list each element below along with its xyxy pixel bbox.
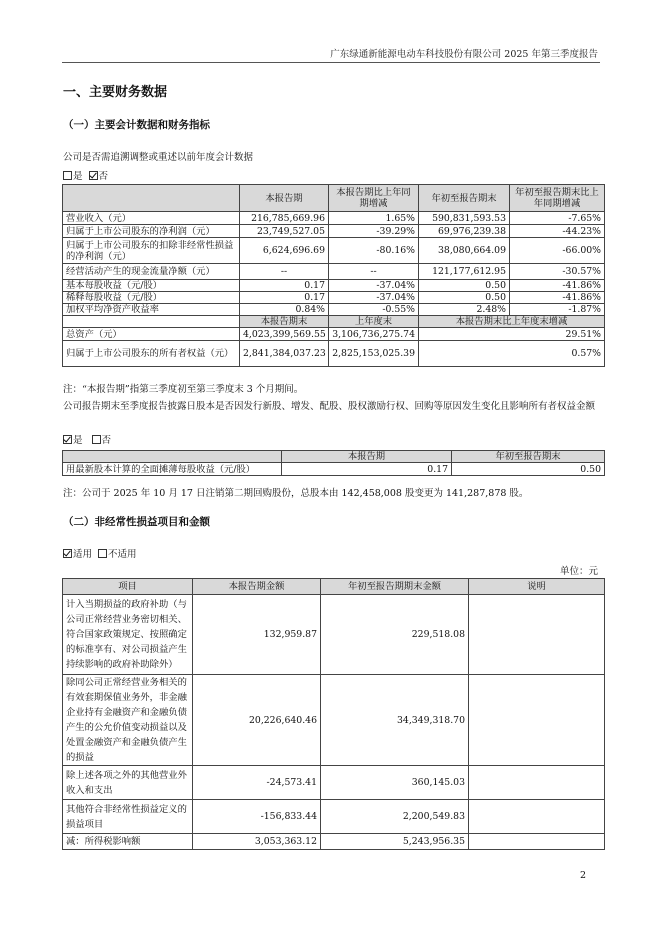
- restate-no-label: 否: [98, 171, 109, 182]
- table-header-cell: 上年度末: [329, 316, 419, 328]
- cell-value: -37.04%: [329, 292, 419, 304]
- not-applicable-label: 不适用: [108, 549, 137, 560]
- cell-value: -41.86%: [510, 280, 605, 292]
- table-header-cell: [63, 185, 240, 212]
- share-yes-checkbox[interactable]: [63, 435, 72, 444]
- restate-options: [63, 168, 108, 182]
- table-header-row: [63, 579, 605, 595]
- row-label: 用最新股本计算的全面摊薄每股收益（元/股）: [63, 463, 282, 476]
- row-label: 加权平均净资产收益率: [63, 304, 240, 316]
- cell-value: --: [240, 264, 329, 280]
- table-header-row: [63, 316, 605, 328]
- cell-value: -30.57%: [510, 264, 605, 280]
- cell-value: -44.23%: [510, 225, 605, 238]
- financial-data-table: [62, 184, 605, 367]
- cell-value: 23,749,527.05: [240, 225, 329, 238]
- row-label: 除上述各项之外的其他营业外收入和支出: [63, 766, 193, 800]
- cell-value: 0.17: [282, 463, 452, 476]
- table-row: [63, 264, 605, 280]
- table-header-cell: 年初至报告期期末金额: [321, 579, 469, 595]
- table-header-cell: 本报告期: [282, 451, 452, 463]
- row-label: 基本每股收益（元/股）: [63, 280, 240, 292]
- row-label: 计入当期损益的政府补助（与公司正常经营业务密切相关、符合国家政策规定、按照确定的标准享有、对公司损益产生持续影响的政府补助除外）: [63, 595, 193, 675]
- cell-value: --: [329, 264, 419, 280]
- table-row: [63, 766, 605, 800]
- table-header-cell: 年初至报告期末比上年同期增减: [510, 185, 605, 212]
- cell-value: 38,080,664.09: [419, 238, 510, 264]
- cell-value: 132,959.87: [193, 595, 321, 675]
- cell-value: 4,023,399,569.55: [240, 328, 329, 341]
- cell-value: 2.48%: [419, 304, 510, 316]
- table-header-cell: [63, 316, 240, 328]
- cell-value: 0.50: [419, 292, 510, 304]
- cell-value: 0.50: [452, 463, 605, 476]
- table-row: [63, 595, 605, 675]
- cell-value: 216,785,669.96: [240, 212, 329, 225]
- row-label: 总资产（元）: [63, 328, 240, 341]
- subsection-title-2: （二）非经常性损益项目和金额: [63, 516, 210, 528]
- cell-note: [469, 675, 605, 766]
- row-label: 经营活动产生的现金流量净额（元）: [63, 264, 240, 280]
- not-applicable-checkbox[interactable]: [98, 549, 107, 558]
- table-row: [63, 280, 605, 292]
- unit-label: 单位：元: [560, 566, 599, 577]
- cell-value: 34,349,318.70: [321, 675, 469, 766]
- cell-note: [469, 595, 605, 675]
- cell-value: 0.50: [419, 280, 510, 292]
- table-header-cell: 本报告期末比上年度末增减: [419, 316, 605, 328]
- share-change-options: [63, 432, 111, 446]
- table-row: [63, 800, 605, 834]
- cell-value: -0.55%: [329, 304, 419, 316]
- table-header-row: [63, 451, 605, 463]
- applicable-checkbox[interactable]: [63, 549, 72, 558]
- cell-value: 2,200,549.83: [321, 800, 469, 834]
- applicable-label: 适用: [73, 549, 93, 560]
- table-row: [63, 304, 605, 316]
- cell-note: [469, 834, 605, 850]
- cell-value: -66.00%: [510, 238, 605, 264]
- cell-note: [469, 766, 605, 800]
- cell-note: [469, 800, 605, 834]
- table-header-cell: 年初至报告期末: [419, 185, 510, 212]
- cell-value: 2,825,153,025.39: [329, 341, 419, 367]
- table-header-cell: [63, 451, 282, 463]
- page-number: 2: [580, 870, 587, 881]
- cell-value: -37.04%: [329, 280, 419, 292]
- table-header-row: [63, 185, 605, 212]
- table-row: [63, 212, 605, 225]
- share-yes-label: 是: [73, 435, 83, 446]
- cell-value: 0.84%: [240, 304, 329, 316]
- cell-value: 3,053,363.12: [193, 834, 321, 850]
- table-header-cell: 说明: [469, 579, 605, 595]
- cell-value: 29.51%: [419, 328, 605, 341]
- cell-value: 0.17: [240, 292, 329, 304]
- cell-value: 3,106,736,275.74: [329, 328, 419, 341]
- note-reporting-period: 注：“本报告期”指第三季度初至第三季度末 3 个月期间。: [63, 384, 304, 395]
- row-label: 其他符合非经常性损益定义的损益项目: [63, 800, 193, 834]
- table-row: [63, 328, 605, 341]
- share-change-question: 公司报告期末至季度报告披露日股本是否因发行新股、增发、配股、股权激励行权、回购等原因发生变化且影响所有者权益金额: [63, 401, 596, 412]
- restate-yes-checkbox[interactable]: [63, 171, 72, 180]
- cell-value: 590,831,593.53: [419, 212, 510, 225]
- table-row: [63, 463, 605, 476]
- section-title: 一、主要财务数据: [63, 85, 168, 100]
- non-recurring-items-table: [62, 578, 605, 850]
- table-header-cell: 项目: [63, 579, 193, 595]
- row-label: 稀释每股收益（元/股）: [63, 292, 240, 304]
- row-label: 归属于上市公司股东的扣除非经常性损益的净利润（元）: [63, 238, 240, 264]
- cell-value: 0.57%: [419, 341, 605, 367]
- cell-value: -7.65%: [510, 212, 605, 225]
- cell-value: 5,243,956.35: [321, 834, 469, 850]
- table-header-cell: 本报告期金额: [193, 579, 321, 595]
- cell-value: 0.17: [240, 280, 329, 292]
- report-header: 广东绿通新能源电动车科技股份有限公司 2025 年第三季度报告: [330, 49, 598, 60]
- cell-value: 6,624,696.69: [240, 238, 329, 264]
- row-label: 归属于上市公司股东的净利润（元）: [63, 225, 240, 238]
- table-row: [63, 834, 605, 850]
- cell-value: -24,573.41: [193, 766, 321, 800]
- applicable-options: [63, 546, 137, 560]
- row-label: 归属于上市公司股东的所有者权益（元）: [63, 341, 240, 367]
- cell-value: 69,976,239.38: [419, 225, 510, 238]
- row-label: 除同公司正常经营业务相关的有效套期保值业务外，非金融企业持有金融资产和金融负债产生的公允价值变动损益以及处置金融资产和金融负债产生的损益: [63, 675, 193, 766]
- cell-value: 2,841,384,037.23: [240, 341, 329, 367]
- share-no-checkbox[interactable]: [92, 435, 101, 444]
- table-header-cell: 年初至报告期末: [452, 451, 605, 463]
- subsection-title-1: （一）主要会计数据和财务指标: [63, 119, 210, 131]
- header-divider: [62, 62, 600, 63]
- cell-value: -156,833.44: [193, 800, 321, 834]
- table-row: [63, 341, 605, 367]
- diluted-eps-table: [62, 450, 605, 476]
- cell-value: 1.65%: [329, 212, 419, 225]
- share-no-label: 否: [101, 435, 112, 446]
- table-header-cell: 本报告期比上年同期增减: [329, 185, 419, 212]
- table-row: [63, 292, 605, 304]
- cell-value: -80.16%: [329, 238, 419, 264]
- cell-value: 121,177,612.95: [419, 264, 510, 280]
- restate-no-checkbox[interactable]: [89, 171, 98, 180]
- table-row: [63, 675, 605, 766]
- table-row: [63, 238, 605, 264]
- row-label: 减：所得税影响额: [63, 834, 193, 850]
- table-header-cell: 本报告期: [240, 185, 329, 212]
- restate-yes-label: 是: [73, 171, 83, 182]
- table-row: [63, 225, 605, 238]
- cell-value: 229,518.08: [321, 595, 469, 675]
- table-header-cell: 本报告期末: [240, 316, 329, 328]
- cell-value: 360,145.03: [321, 766, 469, 800]
- cell-value: -1.87%: [510, 304, 605, 316]
- restate-question: 公司是否需追溯调整或重述以前年度会计数据: [63, 152, 254, 163]
- cell-value: 20,226,640.46: [193, 675, 321, 766]
- note-share-cancellation: 注：公司于 2025 年 10 月 17 日注销第二期回购股份，总股本由 142,458,008 股变更为 141,287,878 股。: [63, 488, 529, 499]
- cell-value: -39.29%: [329, 225, 419, 238]
- row-label: 营业收入（元）: [63, 212, 240, 225]
- cell-value: -41.86%: [510, 292, 605, 304]
